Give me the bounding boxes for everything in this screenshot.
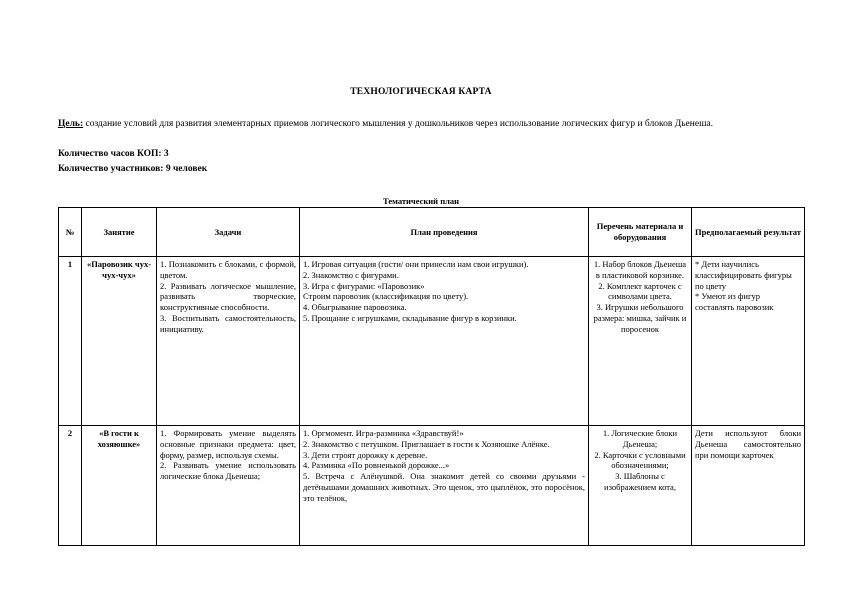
plan-cell	[300, 257, 589, 426]
row-number: 2	[59, 426, 82, 546]
goal-text: создание условий для развития элементарных приемов логического мышления у дошкольников через использование логических фигур и блоков Дьенеша.	[83, 119, 713, 129]
material-item: 3. Шаблоны с изображением кота,	[604, 471, 676, 492]
plan-item: Строим паровозик (классификация по цвету).	[303, 291, 469, 302]
header-plan: План проведения	[300, 208, 589, 257]
header-num: №	[59, 208, 82, 257]
goal-paragraph	[58, 118, 788, 130]
plan-item: 2. Знакомство с петушком. Приглашает в гости к Хозяюшке Алёнке.	[303, 438, 550, 449]
plan-item: 5. Встреча с Алёнушкой. Она знакомит детей со своими друзьями - детёнышами домашних животных. Это щенок, это цыплёнок, это поросёнок, это телёнок,	[303, 471, 585, 503]
participants-line: Количество участников: 9 человек	[58, 164, 208, 174]
plan-item: 2. Знакомство с фигурами.	[303, 269, 399, 280]
materials-cell	[589, 257, 692, 426]
result-item: * Умеют из фигур составлять паровозик	[695, 291, 774, 313]
result-cell	[692, 426, 805, 546]
header-result: Предполагаемый результат	[692, 208, 805, 257]
result-item: * Дети научились классифицировать фигуры по цвету	[695, 259, 792, 291]
task-item: 2. Развивать логическое мышление, развивать творческие, конструктивные способности.	[160, 280, 296, 313]
row-number: 1	[59, 257, 82, 426]
document-title: ТЕХНОЛОГИЧЕСКАЯ КАРТА	[350, 87, 492, 97]
task-item: 3. Воспитывать самостоятельность, инициативу.	[160, 312, 296, 334]
lesson-name: «В гости к хозяюшке»	[82, 426, 157, 546]
material-item: 1. Логические блоки Дьенеша;	[602, 428, 678, 449]
goal-label: Цель:	[58, 119, 84, 129]
lesson-name: «Паровозик чух-чух-чух»	[82, 257, 157, 426]
task-item: 1. Познакомить с блоками, с формой, цветом.	[160, 259, 296, 280]
table-caption: Тематический план	[382, 196, 460, 206]
material-item: 2. Карточки с условными обозначениями;	[594, 449, 686, 471]
header-tasks: Задачи	[157, 208, 300, 257]
thematic-plan-table	[58, 207, 805, 546]
plan-item: 1. Оргмомент. Игра-разминка «Здравствуй!»	[303, 428, 464, 438]
plan-item: 1. Игровая ситуация (гости/ они принесли нам свои игрушки).	[303, 259, 529, 269]
plan-item: 4. Обыгрывание паровозика.	[303, 302, 407, 313]
table-header-row	[59, 208, 805, 257]
material-item: 1. Набор блоков Дьенеша в пластиковой корзинке.	[593, 259, 687, 280]
hours-line: Количество часов КОП: 3	[58, 149, 169, 159]
table-row	[59, 257, 805, 426]
plan-item: 4. Разминка «По ровненькой дорожке...»	[303, 460, 450, 471]
header-lesson: Занятие	[82, 208, 157, 257]
material-item: 2. Комплект карточек с символами цвета.	[598, 280, 682, 302]
table-row	[59, 426, 805, 546]
tasks-cell	[157, 426, 300, 546]
plan-item: 3. Дети строят дорожку к деревне.	[303, 449, 428, 460]
plan-item: 5. Прощание с игрушками, складывание фигур в корзинки.	[303, 312, 517, 323]
plan-cell	[300, 426, 589, 546]
header-materials: Перечень материала и оборудования	[589, 208, 692, 257]
result-cell	[692, 257, 805, 426]
materials-cell	[589, 426, 692, 546]
task-item: 1. Формировать умение выделять основные признаки предмета: цвет, форму, размер, используя схемы.	[160, 428, 296, 460]
result-item: Дети используют блоки Дьенеша самостоятельно при помощи карточек	[695, 428, 801, 460]
material-item: 3. Игрушки небольшого размера: мишка, зайчик и поросенок	[593, 302, 687, 334]
plan-item: 3. Игра с фигурами: «Паровозик»	[303, 280, 425, 291]
task-item: 2. Развивать умение использовать логические блока Дьенеша;	[160, 460, 296, 482]
tasks-cell	[157, 257, 300, 426]
